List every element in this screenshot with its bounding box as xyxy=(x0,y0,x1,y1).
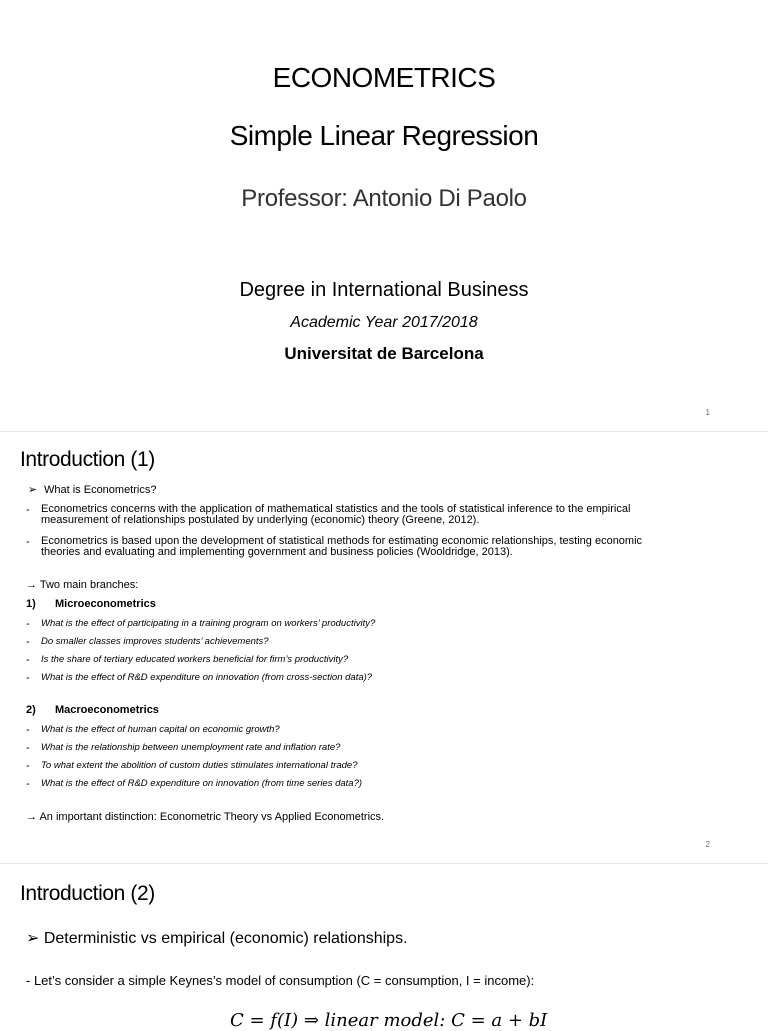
slide-title: Introduction (1) xyxy=(20,448,155,471)
keynes-model-text: - Let’s consider a simple Keynes’s model of consumption (C = consumption, I = income): xyxy=(26,973,535,988)
dash-icon: - xyxy=(26,654,30,666)
bullet-text: ➢ Deterministic vs empirical (economic) relationships. xyxy=(26,930,408,947)
list-item: What is the effect of participating in a training program on workers’ productivity? xyxy=(41,618,376,629)
dash-icon: - xyxy=(26,504,30,516)
definition-greene xyxy=(41,504,741,526)
dash-icon: - xyxy=(26,636,30,648)
definition-wooldridge xyxy=(41,536,741,558)
definition-line: theories and evaluating and implementing government and business policies (Wooldridge, 2013). xyxy=(41,546,513,558)
question-bullet-icon: ➢ xyxy=(28,484,38,496)
list-item: What is the effect of R&D expenditure on innovation (from cross-section data)? xyxy=(41,672,373,683)
dash-icon: - xyxy=(26,536,30,548)
title-slide xyxy=(0,0,768,430)
dash-icon: - xyxy=(26,618,30,630)
question-text: What is Econometrics? xyxy=(44,484,157,496)
list-item: What is the effect of human capital on economic growth? xyxy=(41,724,280,735)
lecture-subtitle: Simple Linear Regression xyxy=(229,120,539,151)
list-item: What is the effect of R&D expenditure on innovation (from time series data?) xyxy=(41,778,363,789)
branches-intro: → Two main branches: xyxy=(26,579,139,591)
intro-slide-1 xyxy=(0,432,768,862)
degree-name: Degree in International Business xyxy=(239,279,529,301)
consumption-formula: C = f(I) ⇒ linear model: C = a + bI xyxy=(230,1010,548,1031)
list-item: Do smaller classes improves students’ achievements? xyxy=(41,636,269,647)
branch-number: 1) xyxy=(26,598,36,610)
branch-macroeconometrics: Macroeconometrics xyxy=(55,704,159,716)
distinction-note: → An important distinction: Econometric Theory vs Applied Econometrics. xyxy=(26,811,385,823)
dash-icon: - xyxy=(26,760,30,772)
university-name: Universitat de Barcelona xyxy=(284,344,484,363)
definition-line: Econometrics is based upon the development of statistical methods for estimating economic relationships, testing economic xyxy=(41,535,643,547)
intro-slide-2 xyxy=(0,864,768,1031)
dash-icon: - xyxy=(26,778,30,790)
dash-icon: - xyxy=(26,742,30,754)
professor-name: Professor: Antonio Di Paolo xyxy=(241,185,527,212)
list-item: What is the relationship between unemployment rate and inflation rate? xyxy=(41,742,341,753)
course-title: ECONOMETRICS xyxy=(272,62,496,93)
list-item: Is the share of tertiary educated workers beneficial for firm’s productivity? xyxy=(41,654,349,665)
definition-line: measurement of relationships postulated by underlying (economic) theory (Greene, 2012). xyxy=(41,514,480,526)
definition-line: Econometrics concerns with the application of mathematical statistics and the tools of statistical inference to the empirical xyxy=(41,503,631,515)
branch-microeconometrics: Microeconometrics xyxy=(55,598,156,610)
dash-icon: - xyxy=(26,672,30,684)
list-item: To what extent the abolition of custom duties stimulates international trade? xyxy=(41,760,358,771)
page-number: 2 xyxy=(705,840,710,849)
dash-icon: - xyxy=(26,724,30,736)
academic-year: Academic Year 2017/2018 xyxy=(290,314,478,331)
page-number: 1 xyxy=(705,408,710,417)
branch-number: 2) xyxy=(26,704,36,716)
slide-title: Introduction (2) xyxy=(20,882,155,905)
